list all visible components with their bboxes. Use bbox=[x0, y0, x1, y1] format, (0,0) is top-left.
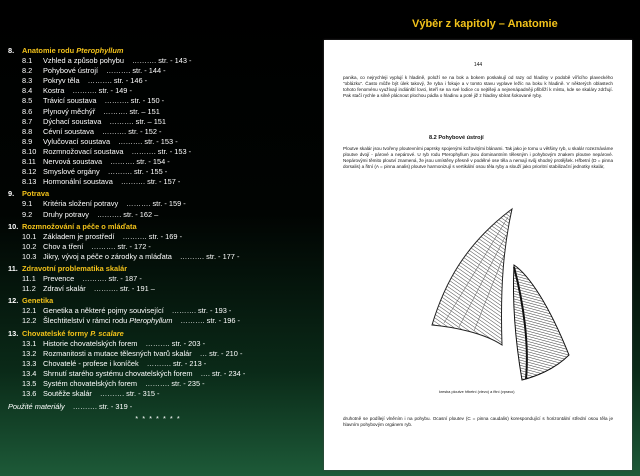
toc-item-number: 12.1 bbox=[22, 306, 37, 316]
toc-section-title bbox=[22, 222, 137, 231]
toc-section-title-text: Potrava bbox=[22, 189, 50, 199]
page-number: 144 bbox=[473, 62, 483, 68]
page-paragraph: druhotně se podílejí vlněním i na pohybu. Ocasní ploutev (C = pinna caudalis) korespondující s horizontální střední osou těla je hlavním pohybovým orgánem ryb. bbox=[343, 416, 613, 427]
toc-section-number: 10. bbox=[8, 221, 19, 231]
toc-item-label: Trávicí soustava bbox=[43, 96, 97, 106]
toc-item-label: Šlechtitelství v rámci rodu bbox=[43, 316, 130, 326]
toc-item-label: Genetika a některé pojmy související bbox=[43, 306, 164, 316]
toc-item-page: ………. str. - 315 - bbox=[99, 389, 160, 399]
toc-section-title bbox=[22, 296, 53, 305]
dorsal-fin-drawing bbox=[432, 209, 512, 345]
toc-item-page: ………. str. - 153 - bbox=[118, 136, 178, 146]
toc-item-label: Prevence bbox=[43, 274, 75, 284]
toc-item-label: Pokryv těla bbox=[43, 76, 80, 86]
toc-item[interactable] bbox=[8, 359, 308, 369]
toc-section-title bbox=[22, 329, 124, 338]
toc-item-number: 8.8 bbox=[22, 126, 33, 136]
fin-drawing-figure bbox=[404, 205, 604, 385]
toc-item[interactable] bbox=[8, 199, 308, 209]
table-of-contents bbox=[8, 44, 308, 424]
toc-item-number: 8.2 bbox=[22, 66, 33, 76]
toc-item[interactable] bbox=[8, 274, 308, 284]
toc-item-number: 8.7 bbox=[22, 116, 33, 126]
toc-item-number: 13.2 bbox=[22, 348, 37, 358]
toc-end-stars: * * * * * * * bbox=[135, 414, 181, 424]
toc-item-label: Vzhled a způsob pohybu bbox=[43, 56, 124, 66]
toc-item-page: …. str. - 234 - bbox=[200, 368, 246, 378]
toc-item[interactable] bbox=[8, 127, 308, 137]
toc-item-label: Vylučovací soustava bbox=[43, 136, 111, 146]
toc-item-number: 8.11 bbox=[22, 157, 36, 167]
toc-item-page: ………. str. - 153 - bbox=[131, 146, 192, 156]
toc-item[interactable] bbox=[8, 76, 308, 86]
toc-item-number: 8.6 bbox=[22, 106, 33, 116]
toc-section-number: 11. bbox=[8, 263, 18, 273]
toc-item-label: Základem je prostředí bbox=[43, 231, 115, 241]
toc-item-label: Systém chovatelských forem bbox=[43, 379, 138, 388]
toc-item-page: ………. str. - 149 - bbox=[72, 86, 132, 96]
toc-item-number: 10.2 bbox=[22, 241, 37, 251]
toc-item-label: Pohybové ústrojí bbox=[43, 66, 99, 76]
toc-item-page: ………. str. - 150 - bbox=[104, 96, 165, 106]
toc-item-label: Shrnutí starého systému chovatelských forem bbox=[43, 368, 193, 378]
toc-item[interactable] bbox=[8, 316, 308, 326]
toc-item[interactable] bbox=[8, 157, 308, 167]
toc-item-page: ………. str. - 146 - bbox=[87, 76, 148, 86]
toc-item[interactable] bbox=[8, 252, 308, 262]
toc-section-number: 8. bbox=[8, 46, 15, 55]
toc-item[interactable] bbox=[8, 349, 308, 359]
toc-footer-label: Použité materiály bbox=[8, 402, 65, 412]
toc-item-label: Hormonální soustava bbox=[43, 177, 113, 187]
page-section-heading: 8.2 Pohybové ústrojí bbox=[429, 135, 484, 141]
toc-item-label: Chovatelé - profese i koníček bbox=[43, 358, 139, 368]
toc-item-label: Plynový měchýř bbox=[43, 106, 96, 116]
toc-item-page: ………. str. - 144 - bbox=[106, 66, 166, 76]
toc-item[interactable] bbox=[8, 306, 308, 316]
toc-item-number: 13.3 bbox=[22, 358, 37, 368]
toc-item-page: ………. str. - 157 - bbox=[120, 177, 181, 187]
toc-item[interactable] bbox=[8, 242, 308, 252]
toc-item-page: ………. str. - 152 - bbox=[101, 126, 162, 136]
toc-section-title bbox=[22, 46, 123, 55]
toc-item[interactable] bbox=[8, 167, 308, 177]
toc-item[interactable] bbox=[8, 56, 308, 66]
toc-item-label: Zdraví skalár bbox=[43, 284, 86, 294]
toc-section-title-text: Genetika bbox=[22, 296, 54, 306]
toc-item-number: 8.1 bbox=[22, 56, 33, 66]
toc-item[interactable] bbox=[8, 117, 308, 127]
slide-title: Výběr z kapitoly – Anatomie bbox=[412, 18, 558, 30]
toc-section-title-italic: P. scalare bbox=[90, 328, 124, 338]
page-paragraph: Ploutve skalár jsou tvořeny ploutevními paprsky spojenými kožovitými blánami. Tak jako je tomu u většiny ryb, u skalár rozeznáváme ploutve dvojí - párové a nepárové. U ryb rodu Pterophyllum jsou dominantním tělesným i pohybovým znakem ploutve nepárové. Nepárovými těmito ploutví znamená, že jsou umístěny přesně v podélné ose těla a nemají svůj shodný protějšek. Hřbetní (D = pinna dorsalis) a řitní (A = pinna analis) ploutve harmonizují s vertikální osou těla ryby a slouží jako prioritní stabilizační jednotky skalár, bbox=[343, 146, 613, 169]
toc-item-page: … str. - 210 - bbox=[199, 348, 243, 358]
toc-item-page: ………. str. - 193 - bbox=[171, 306, 232, 316]
toc-item-page: ………. str. – 151 bbox=[109, 116, 167, 126]
toc-section-number: 13. bbox=[8, 328, 19, 338]
toc-item-number: 13.4 bbox=[22, 368, 37, 378]
toc-item-number: 11.2 bbox=[22, 284, 36, 294]
toc-item-label: Cévní soustava bbox=[43, 126, 94, 136]
toc-section-title bbox=[22, 189, 49, 198]
toc-footer-page: ………. str. - 319 - bbox=[72, 402, 133, 412]
toc-item[interactable] bbox=[8, 210, 308, 220]
toc-item-number: 8.13 bbox=[22, 177, 37, 187]
toc-item-label: Soutěže skalár bbox=[43, 389, 92, 399]
toc-section-heading[interactable] bbox=[8, 189, 308, 199]
anal-fin-drawing bbox=[513, 265, 569, 380]
toc-section-heading[interactable] bbox=[8, 296, 308, 306]
toc-section-number: 9. bbox=[8, 189, 15, 199]
toc-item-page: ………. str. - 154 - bbox=[110, 157, 170, 167]
toc-item[interactable] bbox=[8, 96, 308, 106]
toc-item-label: Kostra bbox=[43, 86, 65, 96]
toc-section-heading[interactable] bbox=[8, 46, 308, 56]
toc-item[interactable] bbox=[8, 232, 308, 242]
toc-item-page: ………. str. - 191 – bbox=[93, 284, 155, 294]
toc-item-label: Historie chovatelských forem bbox=[43, 338, 138, 348]
toc-item[interactable] bbox=[8, 66, 308, 76]
toc-item-page: ………. str. - 196 - bbox=[180, 316, 240, 326]
toc-item-number: 8.3 bbox=[22, 76, 33, 86]
toc-section-heading[interactable] bbox=[8, 329, 308, 339]
toc-item-page: ………. str. - 172 - bbox=[91, 241, 151, 251]
toc-item-label: Kritéria složení potravy bbox=[43, 199, 119, 209]
toc-section-heading[interactable] bbox=[8, 264, 308, 274]
toc-section bbox=[8, 264, 308, 294]
toc-item[interactable] bbox=[8, 389, 308, 399]
toc-section-title-text: Zdravotní problematika skalár bbox=[22, 263, 128, 273]
toc-item-page: ………. str. - 143 - bbox=[131, 56, 192, 66]
toc-item-number: 9.1 bbox=[22, 199, 33, 209]
toc-section bbox=[8, 222, 308, 262]
toc-section-heading[interactable] bbox=[8, 222, 308, 232]
toc-item-label-italic: Pterophyllum bbox=[129, 316, 173, 326]
toc-item-page: ………. str. - 187 - bbox=[82, 274, 142, 284]
toc-section-title-text: Anatomie rodu bbox=[22, 46, 77, 55]
toc-item-page: ………. str. - 203 - bbox=[145, 338, 206, 348]
toc-item-page: ………. str. - 169 - bbox=[122, 231, 183, 241]
toc-item-number: 8.12 bbox=[22, 167, 37, 177]
toc-item-label: Chov a tření bbox=[43, 241, 84, 251]
toc-item-number: 8.5 bbox=[22, 96, 33, 106]
toc-item-number: 12.2 bbox=[22, 316, 37, 326]
page-paragraph: panika, co nejrychleji vyplují k hladině, položí se na bok a bokem poskakují od razy od hladiny v podobě vířícího plaveckého "oblázku". Často může být úlek takový, že ryba i fokuje a v tomto stavu vyplave ležíc na boku k hladině. V některých oblastech tohoto fenoménu využívají indiánští lovci, kteří se na své lodice co nejtišeji a nejnenápadněji přiblíží k místu, kde se skaláry zdržují. Pak stačí rychle a silně plácnout plochou pádla o hladinu a poté již z hladiny sbírat šokované ryby. bbox=[343, 75, 613, 98]
toc-item[interactable] bbox=[8, 147, 308, 157]
toc-item-page: ………. str. - 235 - bbox=[145, 379, 205, 388]
toc-item[interactable] bbox=[8, 137, 308, 147]
toc-item-number: 11.1 bbox=[22, 274, 36, 284]
toc-item-page: ………. str. - 213 - bbox=[146, 358, 207, 368]
toc-section-title-text: Chovatelské formy bbox=[22, 328, 91, 338]
toc-item-number: 13.6 bbox=[22, 389, 37, 399]
toc-item-number: 8.9 bbox=[22, 136, 33, 146]
toc-section-title bbox=[22, 264, 127, 273]
toc-section bbox=[8, 189, 308, 219]
toc-item[interactable] bbox=[8, 177, 308, 187]
toc-item-label: Nervová soustava bbox=[43, 157, 103, 167]
toc-section-title-text: Rozmnožování a péče o mláďata bbox=[22, 221, 137, 231]
toc-item-number: 8.10 bbox=[22, 146, 37, 156]
toc-section bbox=[8, 329, 308, 400]
toc-item-page: ………. str. - 162 – bbox=[97, 209, 159, 219]
toc-item-number: 10.1 bbox=[22, 231, 37, 241]
toc-item-number: 13.1 bbox=[22, 338, 37, 348]
toc-section bbox=[8, 46, 308, 187]
toc-item[interactable] bbox=[8, 369, 308, 379]
toc-item-page: ………. str. – 151 bbox=[103, 106, 160, 116]
toc-item-number: 13.5 bbox=[22, 379, 37, 388]
toc-section bbox=[8, 296, 308, 326]
toc-item[interactable] bbox=[8, 379, 308, 389]
toc-item[interactable] bbox=[8, 339, 308, 349]
toc-item[interactable] bbox=[8, 86, 308, 96]
book-page-scan bbox=[324, 40, 632, 470]
toc-item-number: 9.2 bbox=[22, 209, 33, 219]
toc-item[interactable] bbox=[8, 284, 308, 294]
toc-footer-item[interactable] bbox=[8, 402, 308, 412]
toc-item-page: ………. str. - 177 - bbox=[179, 251, 240, 261]
toc-section-title-italic: Pterophyllum bbox=[76, 46, 124, 55]
toc-item-label: Rozmnožovací soustava bbox=[43, 146, 124, 156]
toc-item[interactable] bbox=[8, 107, 308, 117]
toc-item-number: 10.3 bbox=[22, 251, 37, 261]
toc-item-page: ………. str. - 159 - bbox=[126, 199, 186, 209]
toc-section-number: 12. bbox=[8, 296, 19, 306]
toc-item-label: Smyslové orgány bbox=[43, 167, 100, 177]
toc-item-label: Jikry, vývoj a péče o zárodky a mláďata bbox=[43, 251, 172, 261]
toc-item-label: Dýchací soustava bbox=[43, 116, 102, 126]
toc-item-page: ………. str. - 155 - bbox=[107, 167, 168, 177]
toc-item-label: Druhy potravy bbox=[43, 209, 90, 219]
toc-item-label: Rozmanitosti a mutace tělesných tvarů skalár bbox=[43, 348, 192, 358]
figure-caption: kresba ploutve hřbetní (vlevo) a řitní (vpravo) bbox=[439, 390, 515, 394]
toc-item-number: 8.4 bbox=[22, 86, 33, 96]
